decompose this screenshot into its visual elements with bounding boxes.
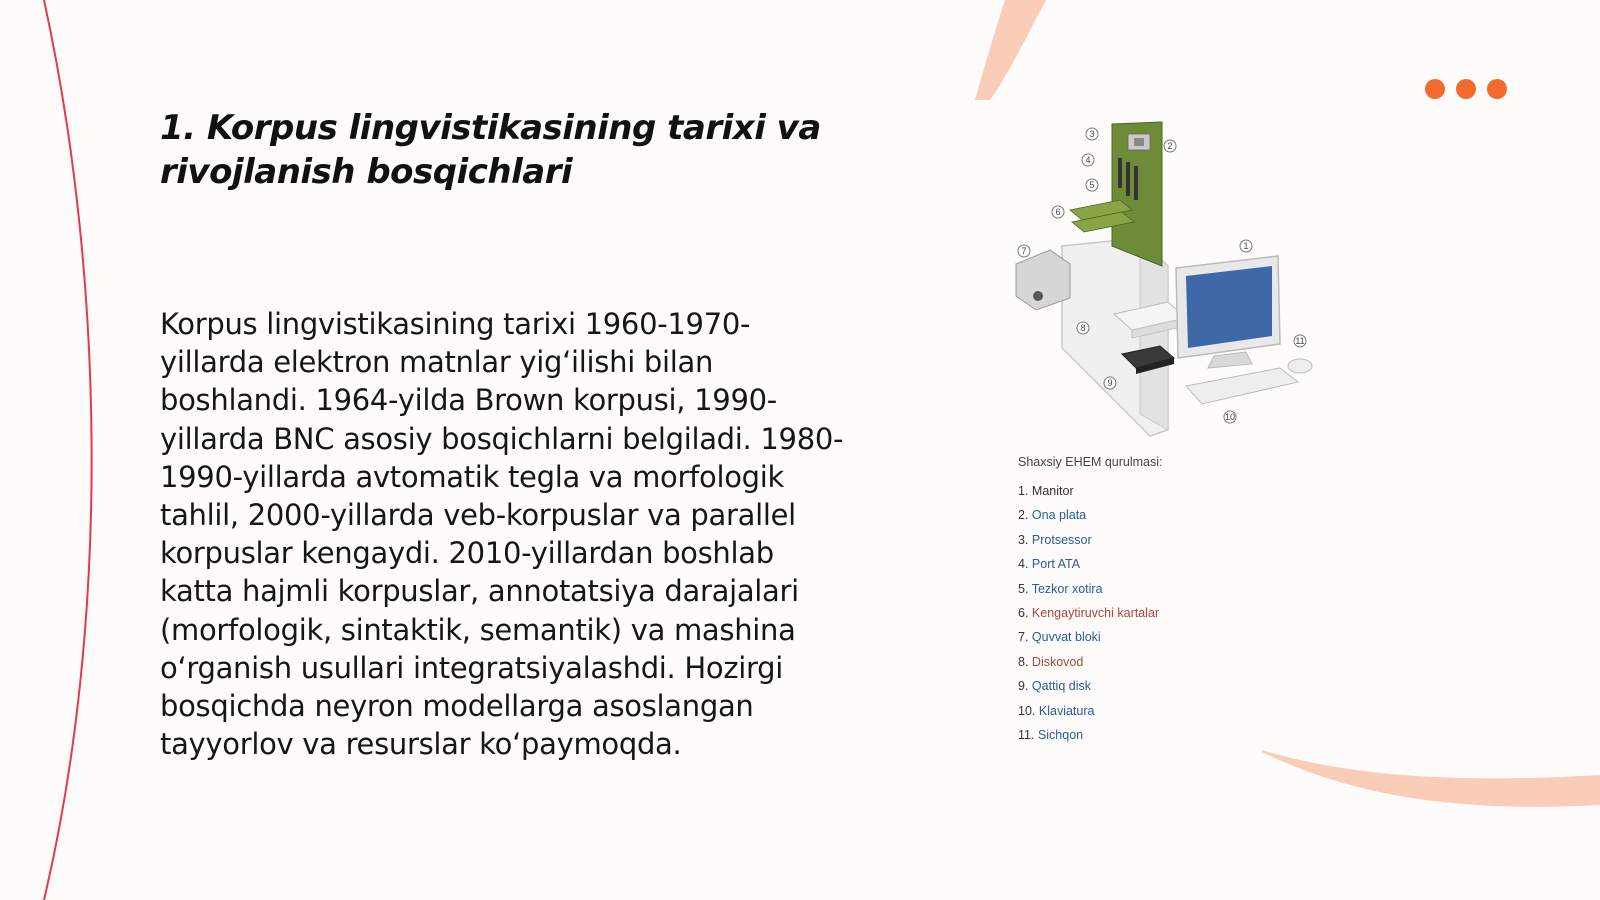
callout-5 [1086,179,1098,191]
legend-number: 9. [1018,679,1029,694]
svg-text:7: 7 [1021,246,1027,256]
callout-11 [1294,335,1306,347]
legend-number: 1. [1018,484,1029,498]
bottom-peach-swoosh [1262,750,1600,807]
legend-number: 7. [1018,630,1029,645]
svg-text:9: 9 [1107,378,1113,388]
callout-4 [1082,154,1094,166]
dot-1 [1425,79,1445,99]
legend-item [1018,723,1159,747]
legend-label: Port ATA [1031,557,1081,572]
svg-text:4: 4 [1085,155,1091,165]
legend-item [1018,674,1159,698]
callout-7 [1018,245,1030,257]
legend-item [1018,601,1159,625]
svg-text:1: 1 [1243,241,1249,251]
dot-3 [1487,79,1507,99]
legend-number: 5. [1018,581,1029,596]
legend-number: 8. [1018,654,1029,669]
legend-label: Protsessor [1031,532,1092,547]
legend-label: Quvvat bloki [1031,630,1101,645]
svg-text:8: 8 [1080,323,1086,333]
legend-item [1018,552,1159,576]
slide-body-text: Korpus lingvistikasining tarixi 1960-1970-yillarda elektron matnlar yig‘ilishi bilan boshlandi. 1964-yilda Brown korpusi, 1990-yillarda BNC asosiy bosqichlarni belgiladi. 1980-1990-yillarda avtomatik tegla va morfologik tahlil, 2000-yillarda veb-korpuslar va parallel korpuslar kengaydi. 2010-yillardan boshlab katta hajmli korpuslar, annotatsiya darajalari (morfologik, sintaktik, semantik) va mashina o‘rganish usullari integratsiyalashdi. Hozirgi bosqichda neyron modellarga asoslangan tayyorlov va resurslar ko‘paymoqda. [160,307,844,762]
callout-1 [1240,240,1252,252]
legend-number: 4. [1018,557,1029,572]
callout-9 [1104,377,1116,389]
legend-number: 10. [1018,703,1036,718]
legend-number: 11. [1018,727,1035,742]
component-legend [1018,479,1159,747]
slide-title: 1. Korpus lingvistikasining tarixi va rivojlanish bosqichlari [160,108,821,192]
callout-8 [1077,322,1089,334]
dot-2 [1456,79,1476,99]
legend-label: Qattiq disk [1031,679,1091,694]
callout-10 [1224,411,1236,423]
legend-item [1018,528,1159,552]
svg-text:11: 11 [1295,336,1305,346]
svg-text:10: 10 [1224,412,1236,422]
legend-item [1018,479,1159,503]
legend-number: 6. [1018,605,1029,620]
svg-text:6: 6 [1055,207,1061,217]
legend-item [1018,650,1159,674]
legend-label: Manitor [1031,484,1074,498]
legend-item [1018,577,1159,601]
callout-6 [1052,206,1064,218]
pc-components-illustration [1010,118,1340,438]
legend-item [1018,625,1159,649]
svg-text:5: 5 [1089,180,1095,190]
legend-label: Klaviatura [1038,703,1095,718]
callout-3 [1086,128,1098,140]
legend-number: 2. [1018,508,1029,523]
legend-label: Kengaytiruvchi kartalar [1031,605,1160,620]
svg-text:3: 3 [1089,129,1095,139]
callout-2 [1164,140,1176,152]
legend-label: Tezkor xotira [1031,581,1103,596]
legend-number: 3. [1018,532,1029,547]
figure-caption: Shaxsiy EHEM qurulmasi: [1018,455,1163,469]
left-accent-curve [44,0,92,900]
legend-label: Diskovod [1031,654,1084,669]
legend-label: Sichqon [1037,727,1084,742]
svg-text:2: 2 [1167,141,1173,151]
legend-item [1018,503,1159,527]
dots-indicator [1425,79,1507,99]
legend-label: Ona plata [1031,508,1087,523]
legend-item [1018,699,1159,723]
top-peach-swoosh [975,0,1046,100]
